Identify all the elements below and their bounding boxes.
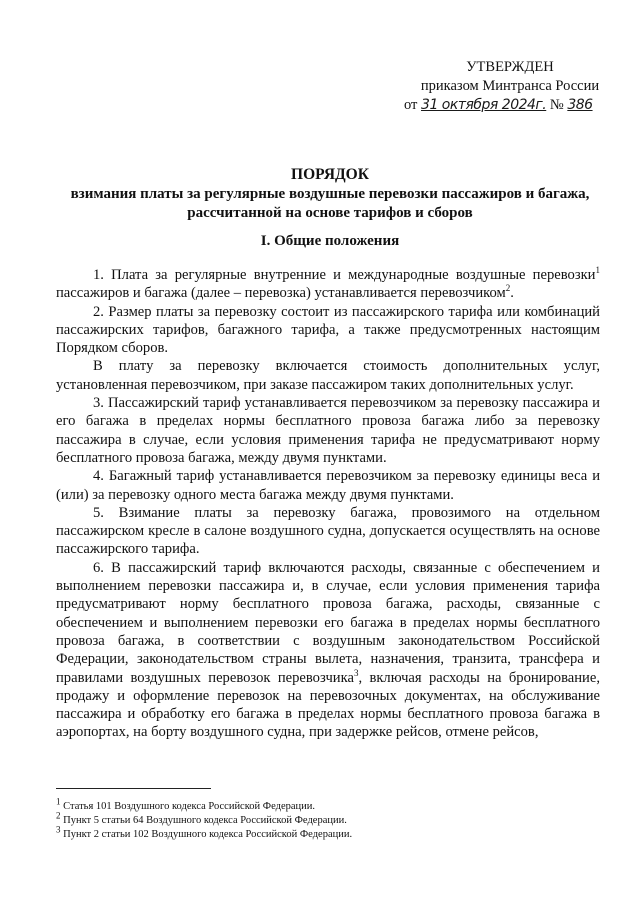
footnote-2 — [56, 810, 600, 828]
footnote-ref-2: 2 — [505, 283, 511, 294]
title-subtitle-line-1: взимания платы за регулярные воздушные перевозки пассажиров и багажа, — [70, 186, 590, 202]
footnote-2-number: 2 — [56, 810, 61, 821]
footnote-1 — [56, 796, 600, 814]
title-main: ПОРЯДОК — [291, 166, 369, 183]
approval-stamp-block — [400, 58, 620, 115]
footnote-ref-3: 3 — [353, 667, 359, 678]
paragraph-1 — [56, 266, 600, 303]
paragraph-2: 2. Размер платы за перевозку состоит из пассажирского тарифа или комбинаций пассажирских тарифов, багажного тарифа, а также предусмотренных настоящим Порядком сборов. — [56, 303, 600, 357]
paragraph-1-text-b: пассажиров и багажа (далее – перевозка) устанавливается перевозчиком — [56, 285, 506, 302]
footnote-3 — [56, 824, 600, 842]
section-heading: I. Общие положения — [260, 233, 400, 249]
footnote-3-text: Пункт 2 статьи 102 Воздушного кодекса Российской Федерации. — [60, 829, 353, 840]
approval-number-prefix: № — [549, 97, 564, 113]
paragraph-4: 3. Пассажирский тариф устанавливается перевозчиком за перевозку пассажира и его багажа в пределах нормы бесплатного провоза багажа либо за перевозку пассажира в случае, если условия применения тарифа не предусматривают норму бесплатного провоза багажа, между двумя пунктами. — [56, 395, 600, 466]
paragraph-1-text-c: . — [510, 285, 514, 302]
paragraph-6: 5. Взимание платы за перевозку багажа, провозимого на отдельном пассажирском кресле в салоне воздушного судна, допускается осуществлять на основе пассажирского тарифа. — [56, 504, 600, 558]
paragraph-7 — [56, 559, 600, 742]
footnote-2-text: Пункт 5 статьи 64 Воздушного кодекса Российской Федерации. — [60, 815, 347, 826]
approval-date-line — [400, 96, 620, 115]
approval-handwritten-number: 386 — [567, 97, 593, 113]
footnote-1-number: 1 — [56, 796, 61, 807]
document-body — [56, 266, 600, 742]
approval-handwritten-date: 31 октября 2024г. — [421, 97, 547, 113]
paragraph-3: В плату за перевозку включается стоимость дополнительных услуг, установленная перевозчиком, при заказе пассажиром таких дополнительных услуг. — [56, 358, 600, 393]
footnote-ref-1: 1 — [595, 265, 600, 276]
footnote-1-text: Статья 101 Воздушного кодекса Российской Федерации. — [60, 801, 315, 812]
footnotes — [56, 796, 600, 842]
approval-date-prefix: от — [404, 97, 418, 113]
paragraph-5: 4. Багажный тариф устанавливается перевозчиком за перевозку единицы веса и (или) за перевозку одного места багажа между двумя пунктами. — [56, 468, 600, 503]
approval-heading: УТВЕРЖДЕН — [466, 59, 554, 75]
footnote-divider — [56, 788, 211, 789]
footnote-3-number: 3 — [56, 824, 61, 835]
paragraph-1-text-a: 1. Плата за регулярные внутренние и международные воздушные перевозки — [93, 267, 596, 283]
paragraph-7-text-b: , включая расходы на бронирование, продажу и оформление перевозок на перевозочных документах, на обслуживание пассажира и обработку его багажа в пределах нормы бесплатного провоза багажа в аэропортах, на борту воздушного судна, при задержке рейсов, отмене рейсов, — [56, 669, 600, 741]
title-subtitle-line-2: рассчитанной на основе тарифов и сборов — [187, 205, 473, 221]
document-title — [40, 165, 620, 223]
approval-order-by: приказом Минтранса России — [420, 78, 600, 94]
paragraph-7-text-a: 6. В пассажирский тариф включаются расходы, связанные с обеспечением и выполнением перевозки пассажира и, в случае, если условия применения тарифа предусматривают норму бесплатного провоза багажа, расходы, связанные с обеспечением и выполнением перевозки его багажа в пределах нормы бесплатного провоза багажа, в соответствии с воздушным законодательством Российской Федерации, законодательством страны вылета, назначения, транзита, трансфера и правилами воздушных перевозок перевозчика — [56, 559, 600, 686]
